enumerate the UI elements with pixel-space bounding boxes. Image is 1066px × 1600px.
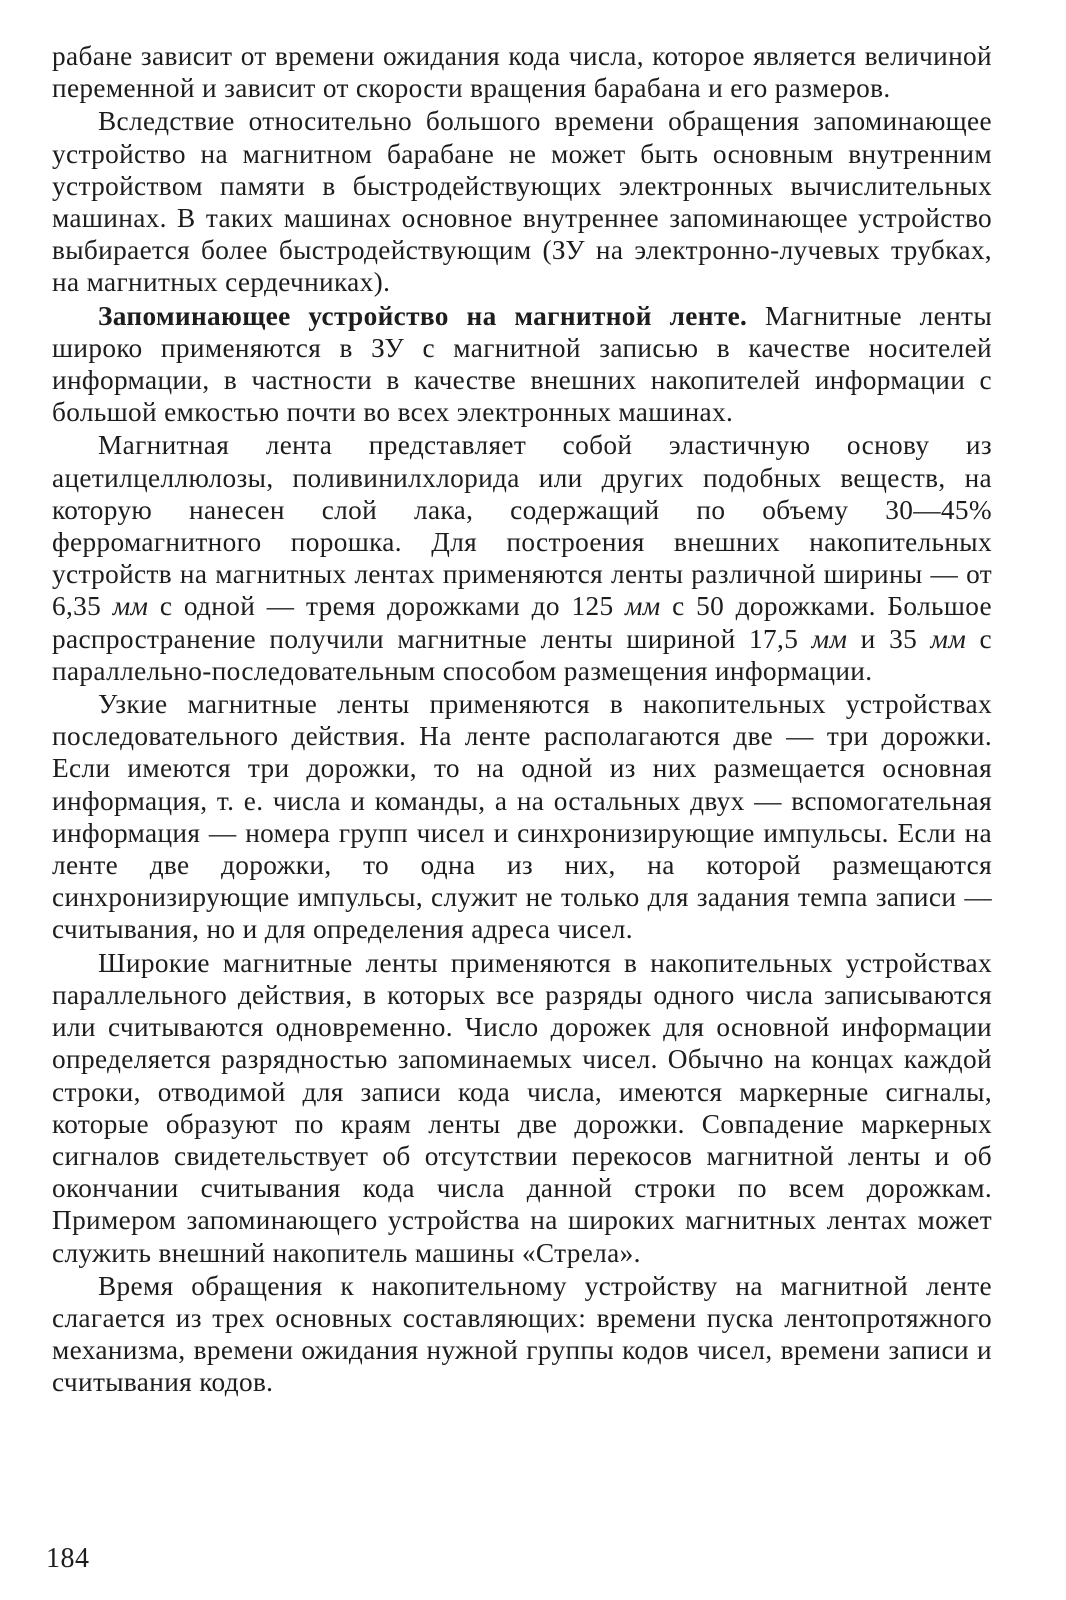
text-segment: с одной — тремя дорожками до 125 bbox=[148, 591, 626, 622]
paragraph-continuation bbox=[52, 40, 992, 104]
text-segment: и 35 bbox=[847, 623, 931, 654]
unit-mm: мм bbox=[930, 623, 967, 654]
text-segment: с 50 дорожками. Большое распространение получили магнитные ленты шириной 17,5 bbox=[52, 591, 993, 654]
paragraph-text: Широкие магнитные ленты применяются в накопительных устройствах параллельного действия, в которых все разряды одного числа записываются или считываются одновременно. Число дорожек для основной информации определяется разрядностью запоминаемых чисел. Обычно на концах каждой строки, отводимой для записи кода числа, имеются маркерные сигналы, которые образуют по краям ленты две дорожки. Совпадение маркерных сигналов свидетельствует об отсутствии перекосов магнитной ленты и об окончании считывания кода числа данной строки по всем дорожкам. Примером запоминающего устройства на широких магнитных лентах может служить внешний накопитель машины «Стрела». bbox=[52, 947, 992, 1268]
paragraph-text: Магнитные ленты широко применяются в ЗУ с магнитной записью в качестве носителей информации, в частности в качестве внешних накопителей информации с большой емкостью почти во всех электронных машинах. bbox=[52, 300, 993, 428]
unit-mm: мм bbox=[811, 623, 848, 654]
paragraph-tape-section bbox=[52, 300, 992, 429]
text-segment: с параллельно-последовательным способом размещения информации. bbox=[52, 623, 993, 686]
paragraph-text: Вследствие относительно большого времени обращения запоминающее устройство на магнитном барабане не может быть основным внутренним устройством памяти в быстродействующих электронных вычислительных машинах. В таких машинах основное внутреннее запоминающее устройство выбирается более быстродействующим (ЗУ на электронно-лучевых трубках, на магнитных сердечниках). bbox=[52, 106, 992, 298]
paragraph-access-time bbox=[52, 1270, 992, 1399]
paragraph-tape-composition bbox=[52, 429, 992, 687]
paragraph-wide-tapes bbox=[52, 947, 992, 1269]
paragraph-drum-limitations bbox=[52, 105, 992, 298]
paragraph-text: Узкие магнитные ленты применяются в накопительных устройствах последовательного действия. На ленте располагаются две — три дорожки. Если имеются три дорожки, то на одной из них размещается основная информация, т. е. числа и команды, а на остальных двух — вспомогательная информация — номера групп чисел и синхронизирующие импульсы. Если на ленте две дорожки, то одна из них, на которой размещаются синхронизирующие импульсы, служит не только для задания темпа записи — считывания, но и для определения адреса чисел. bbox=[52, 689, 992, 945]
unit-mm: мм bbox=[112, 591, 149, 622]
paragraph-text: Время обращения к накопительному устройству на магнитной ленте слагается из трех основных составляющих: времени пуска лентопротяжного механизма, времени ожидания нужной группы кодов чисел, времени записи и считывания кодов. bbox=[52, 1270, 992, 1398]
text-segment: Магнитная лента представляет собой эластичную основу из ацетилцеллюлозы, поливинилхлорида или других подобных веществ, на которую нанесен слой лака, содержащий по объему 30—45% ферромагнитного порошка. Для построения внешних накопительных устройств на магнитных лентах применяются ленты различной ширины — от 6,35 bbox=[52, 430, 992, 622]
page-body bbox=[52, 40, 992, 1399]
page-number: 184 bbox=[46, 1543, 90, 1574]
paragraph-narrow-tapes bbox=[52, 688, 992, 946]
section-heading: Запоминающее устройство на магнитной ленте. bbox=[98, 300, 748, 331]
paragraph-text: рабане зависит от времени ожидания кода числа, которое является величиной переменной и зависит от скорости вращения барабана и его размеров. bbox=[52, 41, 992, 104]
unit-mm: мм bbox=[625, 591, 661, 622]
